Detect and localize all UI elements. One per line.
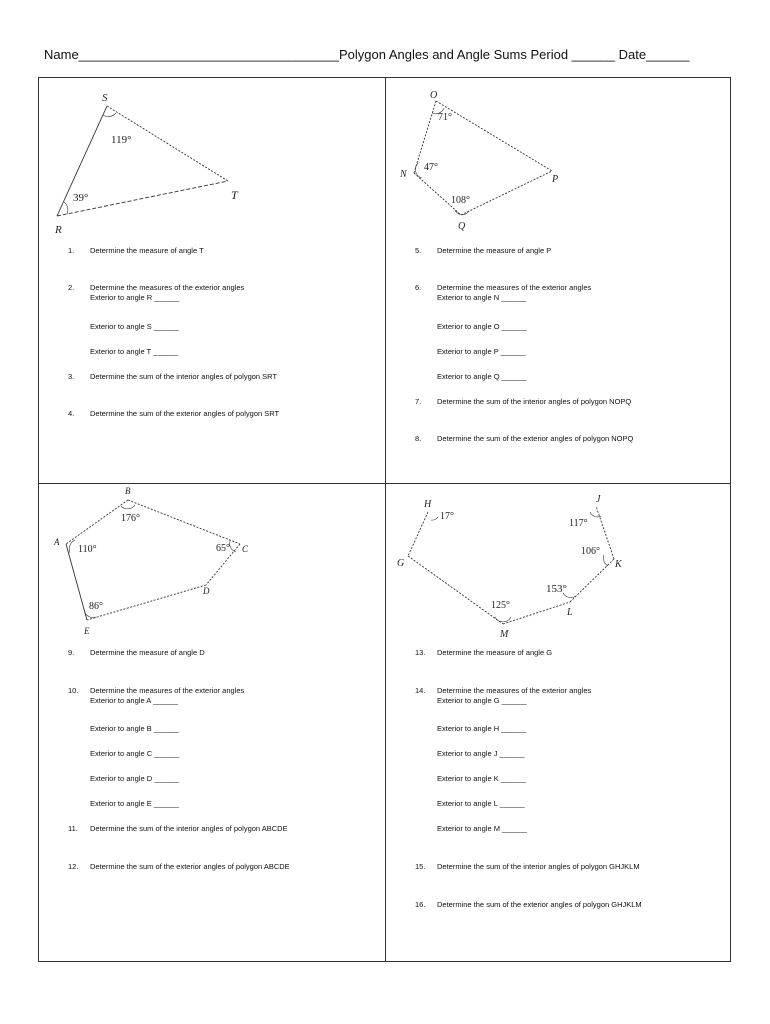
- angle-label-l: 153°: [546, 583, 567, 595]
- vertex-label-h: H: [424, 499, 432, 510]
- quadrilateral-nopq: [414, 101, 552, 215]
- angle-label-a: 110°: [78, 544, 97, 555]
- vertex-label-q: Q: [458, 221, 466, 232]
- vertex-label-t: T: [231, 188, 238, 202]
- angle-label-s: 119°: [111, 134, 132, 146]
- vertex-label-b: B: [125, 486, 131, 496]
- vertex-label-p: P: [552, 174, 559, 185]
- question-7: 7. Determine the sum of the interior angles of polygon NOPQ: [415, 397, 632, 406]
- vertex-label-a: A: [54, 537, 60, 547]
- question-6: 6. Determine the measures of the exterior angles Exterior to angle N ______: [415, 283, 592, 302]
- vertex-label-r: R: [55, 224, 62, 236]
- angle-label-o: 71°: [438, 112, 452, 123]
- question-13: 13. Determine the measure of angle G: [415, 648, 553, 657]
- exterior-angle-e: Exterior to angle E ______: [90, 799, 179, 808]
- angle-label-m: 125°: [491, 600, 510, 611]
- question-15: 15. Determine the sum of the interior angles of polygon GHJKLM: [415, 862, 640, 871]
- exterior-angle-o: Exterior to angle O ______: [437, 322, 527, 331]
- exterior-angle-c: Exterior to angle C ______: [90, 749, 180, 758]
- angle-label-k: 106°: [581, 546, 600, 557]
- angle-label-e: 86°: [89, 601, 103, 612]
- exterior-angle-b: Exterior to angle B ______: [90, 724, 179, 733]
- angle-label-q: 108°: [451, 195, 470, 206]
- worksheet-header: Name____________________________________Polygon Angles and Angle Sums Period ______ Date______: [44, 47, 690, 62]
- question-3: 3. Determine the sum of the interior angles of polygon SRT: [68, 372, 278, 381]
- vertex-label-c: C: [242, 544, 249, 554]
- vertex-label-e: E: [84, 626, 90, 636]
- angle-label-c: 65°: [216, 543, 230, 554]
- question-14: 14. Determine the measures of the exterior angles Exterior to angle G ______: [415, 686, 592, 705]
- exterior-angle-n: Exterior to angle N ______: [437, 293, 527, 302]
- exterior-angle-k: Exterior to angle K ______: [437, 774, 526, 783]
- question-4: 4. Determine the sum of the exterior angles of polygon SRT: [68, 409, 280, 418]
- vertex-label-l: L: [567, 607, 573, 618]
- exterior-angle-l: Exterior to angle L ______: [437, 799, 525, 808]
- vertex-label-d: D: [203, 586, 210, 596]
- question-16: 16. Determine the sum of the exterior angles of polygon GHJKLM: [415, 900, 642, 909]
- question-9: 9. Determine the measure of angle D: [68, 648, 205, 657]
- exterior-angle-s: Exterior to angle S ______: [90, 322, 179, 331]
- vertex-label-j: J: [596, 494, 601, 505]
- question-10: 10. Determine the measures of the exterior angles Exterior to angle A ______: [68, 686, 245, 705]
- question-5: 5. Determine the measure of angle P: [415, 246, 552, 255]
- vertex-label-m: M: [500, 629, 509, 640]
- exterior-angle-p: Exterior to angle P ______: [437, 347, 526, 356]
- exterior-angle-h: Exterior to angle H ______: [437, 724, 527, 733]
- vertex-label-k: K: [615, 559, 622, 570]
- question-12: 12. Determine the sum of the exterior angles of polygon ABCDE: [68, 862, 290, 871]
- angle-label-b: 176°: [121, 513, 140, 524]
- vertex-label-g: G: [397, 558, 405, 569]
- angle-label-n: 47°: [424, 162, 438, 173]
- exterior-angle-d: Exterior to angle D ______: [90, 774, 180, 783]
- exterior-angle-q: Exterior to angle Q ______: [437, 372, 527, 381]
- angle-label-j: 117°: [569, 518, 588, 529]
- exterior-angle-g: Exterior to angle G ______: [437, 696, 527, 705]
- vertex-label-s: S: [102, 92, 108, 104]
- vertex-label-n: N: [400, 169, 407, 180]
- angle-label-r: 39°: [73, 192, 89, 204]
- question-1: 1. Determine the measure of angle T: [68, 246, 204, 255]
- exterior-angle-r: Exterior to angle R ______: [90, 293, 180, 302]
- question-11: 11. Determine the sum of the interior angles of polygon ABCDE: [68, 824, 288, 833]
- exterior-angle-a: Exterior to angle A ______: [90, 696, 178, 705]
- exterior-angle-t: Exterior to angle T ______: [90, 347, 179, 356]
- exterior-angle-m: Exterior to angle M ______: [437, 824, 528, 833]
- angle-label-h: 17°: [440, 511, 454, 522]
- question-8: 8. Determine the sum of the exterior angles of polygon NOPQ: [415, 434, 634, 443]
- question-2: 2. Determine the measures of the exterior angles Exterior to angle R ______: [68, 283, 245, 302]
- exterior-angle-j: Exterior to angle J ______: [437, 749, 525, 758]
- vertex-label-o: O: [430, 90, 438, 101]
